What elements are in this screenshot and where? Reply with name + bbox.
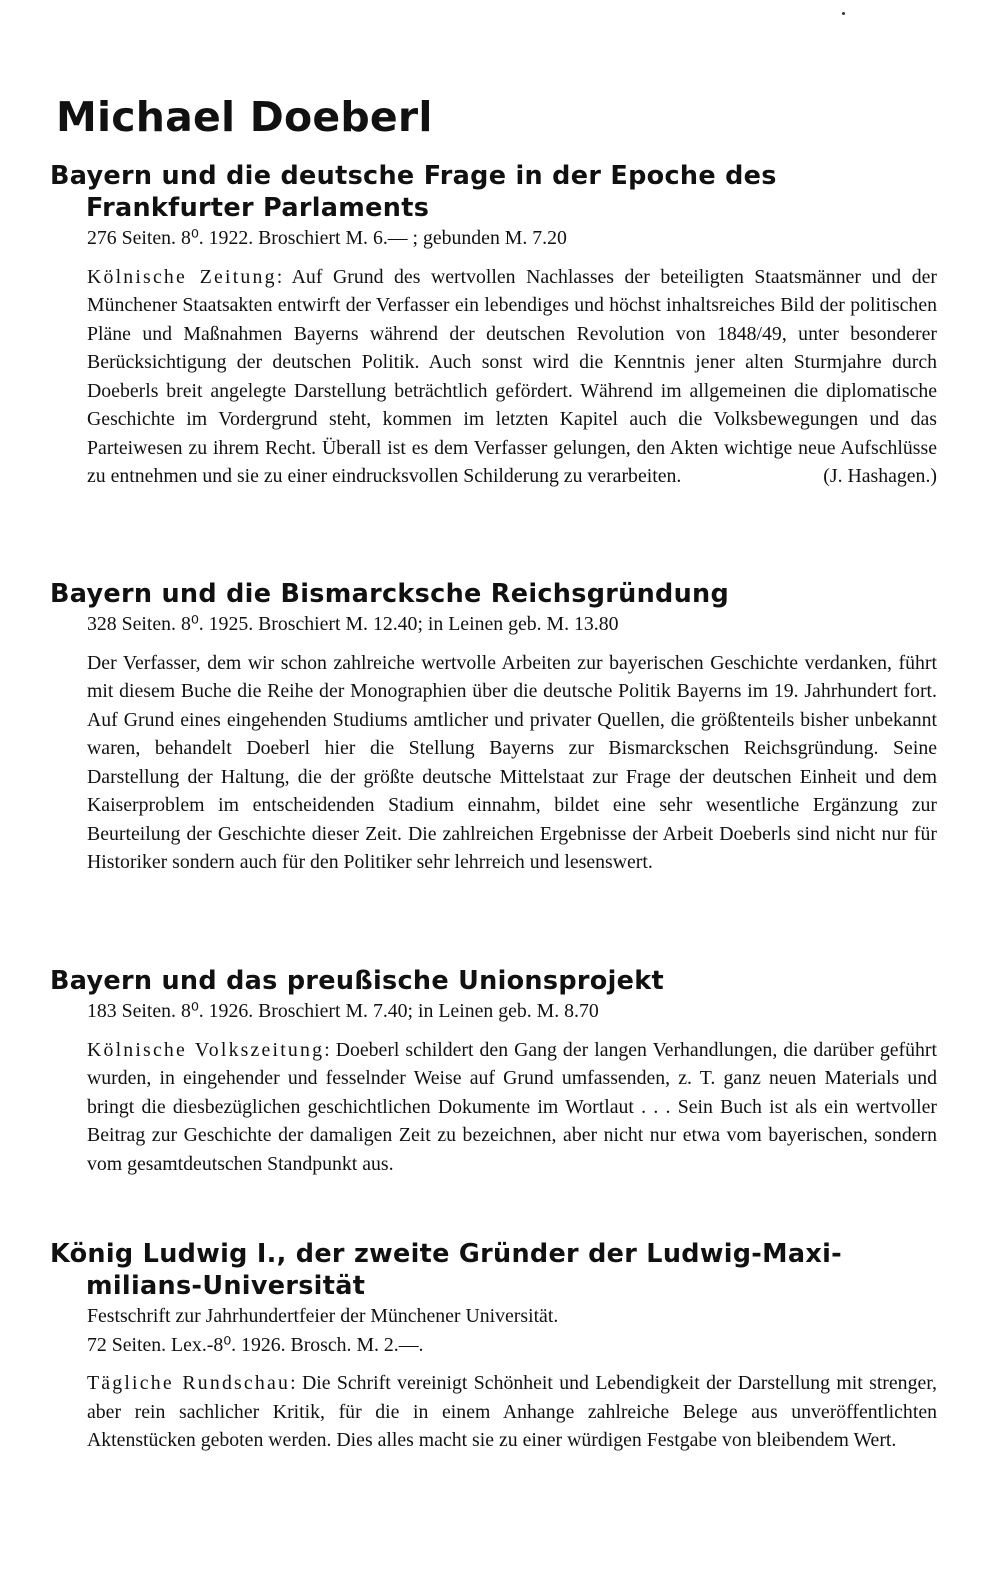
- review-text: Doeberl schildert den Gang der langen Verhandlungen, die darüber geführt wurden, in eingehender und fesselnder Weise auf Grund umfassenden, z. T. ganz neuen Materials und bringt die diesbezüglichen geschichtlichen Dokumente im Wortlaut . . . Sein Buch ist als ein wertvoller Beitrag zur Geschichte der damaligen Zeit zu bezeichnen, aber nicht nur etwa vom bayerischen, sondern vom gesamtdeutschen Standpunkt aus.: [87, 1038, 937, 1175]
- book-entry: [50, 965, 940, 1178]
- book-entry: [50, 160, 940, 491]
- book-title-line: milians-Universität: [86, 1271, 366, 1301]
- book-title: [50, 965, 940, 997]
- reviewer: (J. Hashagen.): [823, 465, 937, 487]
- book-title-line: König Ludwig I., der zweite Gründer der Ludwig-Maxi-: [50, 1239, 843, 1269]
- book-title-line: Bayern und das preußische Unionsprojekt: [50, 966, 665, 996]
- review-text: Der Verfasser, dem wir schon zahlreiche wertvolle Arbeiten zur bayerischen Geschichte verdanken, führt mit diesem Buche die Reihe der Monographien über die deutsche Politik Bayerns im 19. Jahrhundert fort. Auf Grund eines eingehenden Studiums amtlicher und privater Quellen, die größtenteils bisher unbekannt waren, behandelt Doeberl hier die Stellung Bayerns zur Bismarckschen Reichsgründung. Seine Darstellung der Haltung, die der größte deutsche Mittelstaat zur Frage der deutschen Einheit und dem Kaiserproblem im entscheidenden Stadium einnahm, bildet eine sehr wesentliche Ergänzung zur Beurteilung der Geschichte dieser Zeit. Die zahlreichen Ergebnisse der Arbeit Doeberls sind nicht nur für Historiker sondern auch für den Politiker sehr lehrreich und lesenswert.: [87, 651, 937, 873]
- book-meta: 183 Seiten. 8⁰. 1926. Broschiert M. 7.40; in Leinen geb. M. 8.70: [87, 1000, 599, 1022]
- book-entry: [50, 1238, 940, 1455]
- book-review: Kölnische Volkszeitung: Doeberl schildert den Gang der langen Verhandlungen, die darüber geführt wurden, in eingehender und fesselnder Weise auf Grund umfassenden, z. T. ganz neuen Materials und bringt die diesbezüglichen geschichtlichen Dokumente im Wortlaut . . . Sein Buch ist als ein wertvoller Beitrag zur Geschichte der damaligen Zeit zu bezeichnen, aber nicht nur etwa vom bayerischen, sondern vom gesamtdeutschen Standpunkt aus.: [87, 1038, 937, 1175]
- book-title: [50, 578, 940, 610]
- book-review: Kölnische Zeitung: Auf Grund des wertvollen Nachlasses der beteiligten Staatsmänner und der Münchener Staatsakten entwirft der Verfasser ein lebendiges und höchst inhaltsreiches Bild der politischen Pläne und Maßnahmen Bayerns während der deutschen Revolution von 1848/49, unter besonderer Berücksichtigung der deutschen Politik. Auch sonst wird die Kenntnis jener alten Sturmjahre durch Doeberls breit angelegte Darstellung beträchtlich gefördert. Während im allgemeinen die diplomatische Geschichte im Vordergrund steht, kommen im letzten Kapitel auch die Volksbewegungen und das Parteiwesen zu ihrem Recht. Überall ist es dem Verfasser gelungen, den Akten wichtige neue Aufschlüsse zu entnehmen und sie zu einer eindrucksvollen Schilderung zu verarbeiten. (J. Hashagen.): [50, 263, 937, 491]
- book-meta: 328 Seiten. 8⁰. 1925. Broschiert M. 12.40; in Leinen geb. M. 13.80: [87, 613, 619, 635]
- print-speck: [842, 12, 845, 15]
- book-review: Tägliche Rundschau: Die Schrift vereinigt Schönheit und Lebendigkeit der Darstellung mit strenger, aber rein sachlicher Kritik, für die in einem Anhange zahlreiche Belege aus unveröffentlichten Aktenstücken geboten werden. Dies alles macht sie zu einer würdigen Festgabe von bleibendem Wert.: [87, 1372, 937, 1451]
- book-review: [50, 649, 937, 877]
- book-entry: [50, 578, 940, 877]
- book-title-line: Frankfurter Parlaments: [86, 193, 430, 223]
- book-meta: 276 Seiten. 8⁰. 1922. Broschiert M. 6.— ; gebunden M. 7.20: [87, 227, 567, 249]
- book-meta: 72 Seiten. Lex.-8⁰. 1926. Brosch. M. 2.—.: [87, 1333, 424, 1356]
- book-title: [50, 160, 940, 224]
- book-title-line: Bayern und die Bismarcksche Reichsgründung: [50, 579, 730, 609]
- book-meta: Festschrift zur Jahrhundertfeier der Münchener Universität.: [87, 1305, 559, 1327]
- review-text: Die Schrift vereinigt Schönheit und Lebendigkeit der Darstellung mit strenger, aber rein sachlicher Kritik, für die in einem Anhange zahlreiche Belege aus unveröffentlichten Aktenstücken geboten werden. Dies alles macht sie zu einer würdigen Festgabe von bleibendem Wert.: [87, 1372, 937, 1451]
- review-source: Kölnische Volkszeitung: [87, 1038, 325, 1061]
- review-text: Auf Grund des wertvollen Nachlasses der beteiligten Staatsmänner und der Münchener Staatsakten entwirft der Verfasser ein lebendiges und höchst inhaltsreiches Bild der politischen Pläne und Maßnahmen Bayerns während der deutschen Revolution von 1848/49, unter besonderer Berücksichtigung der deutschen Politik. Auch sonst wird die Kenntnis jener alten Sturmjahre durch Doeberls breit angelegte Darstellung beträchtlich gefördert. Während im allgemeinen die diplomatische Geschichte im Vordergrund steht, kommen im letzten Kapitel auch die Volksbewegungen und das Parteiwesen zu ihrem Recht. Überall ist es dem Verfasser gelungen, den Akten wichtige neue Aufschlüsse zu entnehmen und sie zu einer eindrucksvollen Schilderung zu verarbeiten.: [87, 265, 937, 487]
- author-heading: Michael Doeberl: [56, 93, 433, 141]
- book-title: [50, 1238, 940, 1302]
- book-title-line: Bayern und die deutsche Frage in der Epoche des: [50, 161, 777, 191]
- review-source: Kölnische Zeitung: [87, 265, 277, 288]
- review-source: Tägliche Rundschau: [87, 1372, 291, 1394]
